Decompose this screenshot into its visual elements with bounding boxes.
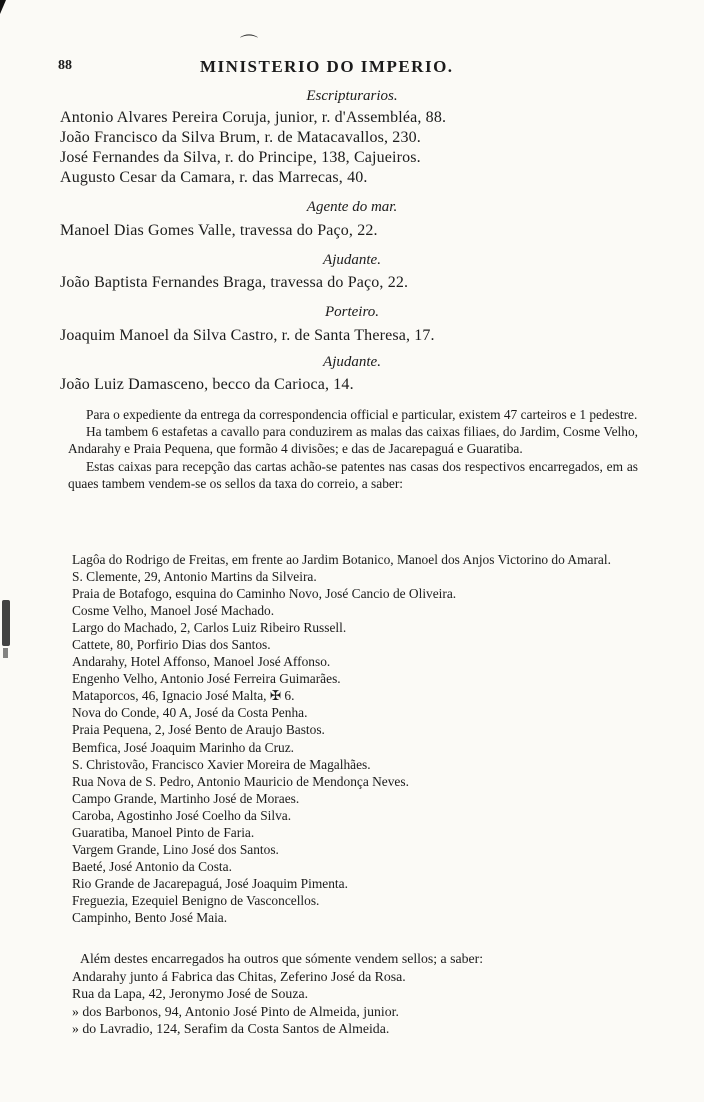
running-title: MINISTERIO DO IMPERIO.	[200, 57, 454, 76]
entry: João Luiz Damasceno, becco da Carioca, 14.	[60, 376, 354, 393]
ornament-mark: ⌒	[240, 34, 258, 54]
entry: José Fernandes da Silva, r. do Principe, 138, Cajueiros.	[60, 149, 421, 166]
list-item: Vargem Grande, Lino José dos Santos.	[72, 841, 279, 857]
list-item: Mataporcos, 46, Ignacio José Malta, ✠ 6.	[72, 688, 295, 704]
list-item: Praia Pequena, 2, José Bento de Araujo Bastos.	[72, 722, 325, 738]
entry: João Baptista Fernandes Braga, travessa do Paço, 22.	[60, 274, 409, 291]
paragraph: Estas caixas para recepção das cartas achão-se patentes nas casas dos respectivos encarregados, em as quaes tambem vendem-se os sellos da taxa do correio, a saber:	[68, 458, 638, 491]
entry: Antonio Alvares Pereira Coruja, junior, r. d'Assembléa, 88.	[60, 109, 447, 126]
body-text	[68, 406, 638, 492]
list-item: Bemfica, José Joaquim Marinho da Cruz.	[72, 739, 295, 755]
list-item: Baeté, José Antonio da Costa.	[72, 858, 232, 874]
paragraph: Para o expediente da entrega da correspondencia official e particular, existem 47 carteiros e 1 pedestre.	[86, 407, 638, 422]
list-item: Engenho Velho, Antonio José Ferreira Guimarães.	[72, 671, 341, 687]
list-item: Cosme Velho, Manoel José Machado.	[72, 603, 275, 619]
corner-mark	[0, 0, 6, 14]
list-item: Cattete, 80, Porfirio Dias dos Santos.	[72, 637, 271, 653]
margin-ink-mark	[3, 648, 8, 658]
entry: Manoel Dias Gomes Valle, travessa do Paço, 22.	[60, 222, 378, 239]
list-item: Rua Nova de S. Pedro, Antonio Mauricio de Mendonça Neves.	[72, 773, 409, 789]
list-item: S. Clemente, 29, Antonio Martins da Silveira.	[72, 569, 317, 585]
entry: João Francisco da Silva Brum, r. de Matacavallos, 230.	[60, 129, 421, 146]
page-number: 88	[58, 58, 72, 73]
list-item: Rio Grande de Jacarepaguá, José Joaquim Pimenta.	[72, 875, 348, 891]
list-item: Guaratiba, Manoel Pinto de Faria.	[72, 824, 255, 840]
list-item: Caroba, Agostinho José Coelho da Silva.	[72, 807, 292, 823]
sellers-list	[72, 950, 642, 1038]
section-title: Ajudante.	[323, 354, 381, 370]
sellers-intro: Além destes encarregados ha outros que sómente vendem sellos; a saber:	[80, 951, 484, 966]
list-item: Praia de Botafogo, esquina do Caminho Novo, José Cancio de Oliveira.	[72, 586, 457, 602]
section-title: Ajudante.	[323, 252, 381, 268]
list-item: Freguezia, Ezequiel Benigno de Vasconcellos.	[72, 892, 320, 908]
section-title: Escripturarios.	[306, 88, 398, 104]
page-header	[58, 58, 658, 78]
list-item: Andarahy junto á Fabrica das Chitas, Zeferino José da Rosa.	[72, 968, 406, 984]
list-item: Campinho, Bento José Maia.	[72, 909, 228, 925]
entry: Joaquim Manoel da Silva Castro, r. de Santa Theresa, 17.	[60, 327, 435, 344]
list-item: Campo Grande, Martinho José de Moraes.	[72, 790, 300, 806]
section-title: Porteiro.	[324, 304, 380, 320]
list-item: Lagôa do Rodrigo de Freitas, em frente ao Jardim Botanico, Manoel dos Anjos Victorino do Amaral.	[72, 552, 611, 567]
list-item: » do Lavradio, 124, Serafim da Costa Santos de Almeida.	[72, 1021, 390, 1036]
list-item: Largo do Machado, 2, Carlos Luiz Ribeiro Russell.	[72, 620, 347, 636]
list-item: Andarahy, Hotel Affonso, Manoel José Affonso.	[72, 654, 331, 670]
entry: Augusto Cesar da Camara, r. das Marrecas, 40.	[60, 169, 368, 186]
section-title: Agente do mar.	[306, 199, 398, 215]
list-item: Rua da Lapa, 42, Jeronymo José de Souza.	[72, 986, 309, 1001]
list-item: S. Christovão, Francisco Xavier Moreira de Magalhães.	[72, 756, 371, 772]
list-item: Nova do Conde, 40 A, José da Costa Penha.	[72, 705, 308, 721]
paragraph: Ha tambem 6 estafetas a cavallo para conduzirem as malas das caixas filiaes, do Jardim, Cosme Velho, Andarahy e Praia Pequena, que formão 4 divisões; e das de Jacarepaguá e Guaratiba.	[68, 424, 638, 457]
agency-list	[72, 551, 642, 926]
list-item: » dos Barbonos, 94, Antonio José Pinto de Almeida, junior.	[72, 1003, 399, 1019]
margin-ink-mark	[2, 600, 10, 646]
